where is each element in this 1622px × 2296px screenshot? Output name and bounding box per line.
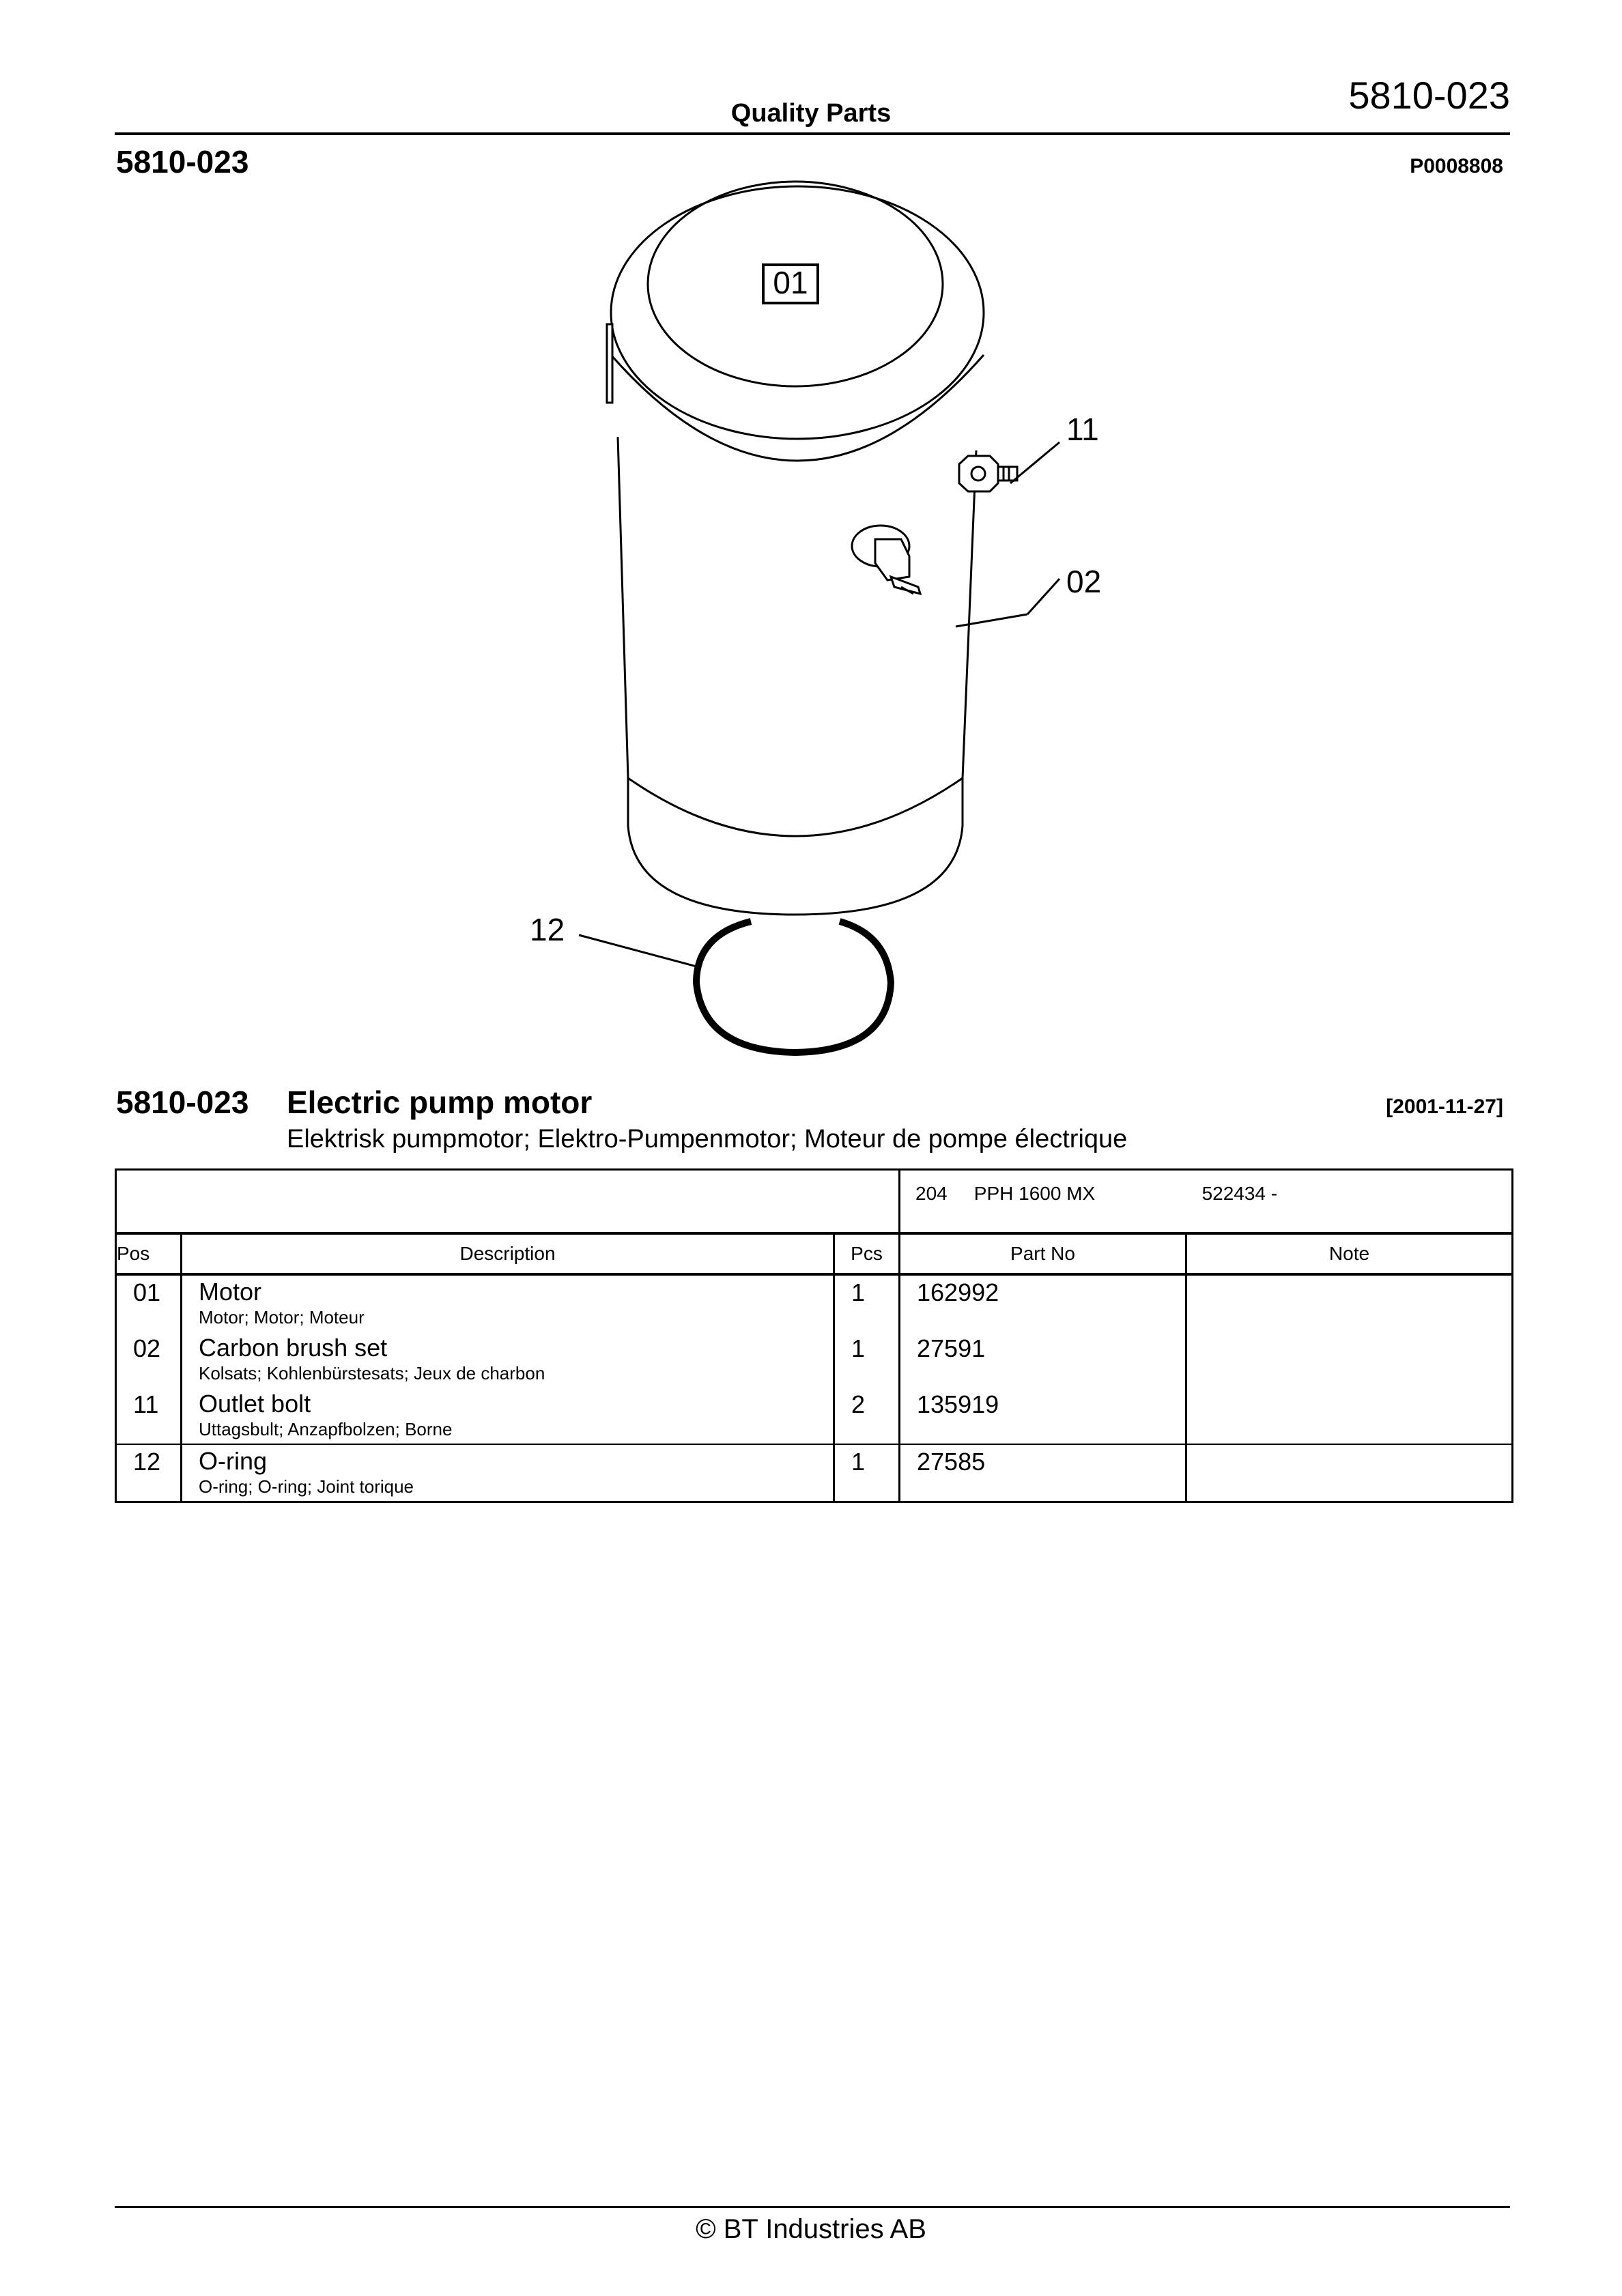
- row-name: Outlet bolt: [199, 1390, 311, 1418]
- model-name: PPH 1600 MX: [973, 1183, 1096, 1204]
- row-part-no: 162992: [900, 1274, 1186, 1332]
- model-serial: 522434 -: [1201, 1183, 1278, 1204]
- row-pcs: 1: [834, 1332, 900, 1388]
- row-description: [182, 1444, 834, 1502]
- model-cell: [900, 1170, 1513, 1234]
- row-part-no: 135919: [900, 1388, 1186, 1444]
- row-translations: O-ring; O-ring; Joint torique: [199, 1476, 414, 1497]
- table-row: [116, 1274, 1513, 1332]
- picture-code: P0008808: [1410, 155, 1503, 177]
- col-header-pos: Pos: [116, 1233, 182, 1274]
- footer-copyright: © BT Industries AB: [696, 2214, 926, 2244]
- o-ring: [696, 921, 891, 1052]
- row-translations: Kolsats; Kohlenbürstesats; Jeux de charbon: [199, 1363, 545, 1383]
- row-name: O-ring: [199, 1447, 268, 1475]
- outlet-bolt-front: [852, 526, 920, 594]
- row-description: [182, 1388, 834, 1444]
- exploded-parts-drawing: [0, 0, 1622, 1065]
- motor-top-cap: [611, 186, 984, 439]
- row-part-no: 27585: [900, 1444, 1186, 1502]
- title-code: 5810-023: [116, 1085, 249, 1120]
- col-header-note: Note: [1186, 1233, 1513, 1274]
- row-pcs: 1: [834, 1444, 900, 1502]
- row-description: [182, 1274, 834, 1332]
- row-note: [1186, 1444, 1513, 1502]
- col-header-part-no: Part No: [900, 1233, 1186, 1274]
- table-row: [116, 1388, 1513, 1444]
- row-pos: 02: [116, 1332, 182, 1388]
- callout-11: 11: [1066, 412, 1099, 447]
- parts-table: [115, 1168, 1513, 1503]
- model-code: 204: [915, 1183, 948, 1204]
- title-translations: Elektrisk pumpmotor; Elektro-Pumpenmotor; Moteur de pompe électrique: [287, 1125, 1128, 1153]
- callout-01: 01: [773, 265, 808, 300]
- row-translations: Uttagsbult; Anzapfbolzen; Borne: [199, 1419, 453, 1439]
- row-pos: 12: [116, 1444, 182, 1502]
- row-name: Carbon brush set: [199, 1334, 388, 1362]
- row-pcs: 1: [834, 1274, 900, 1332]
- col-header-description: Description: [182, 1233, 834, 1274]
- model-row: [116, 1170, 1513, 1234]
- table-header-row: [116, 1233, 1513, 1274]
- callout-02: 02: [1066, 564, 1102, 599]
- footer-rule: [115, 2206, 1510, 2208]
- motor-cap-band: [611, 355, 984, 461]
- row-pcs: 2: [834, 1388, 900, 1444]
- row-name: Motor: [199, 1278, 262, 1306]
- row-pos: 01: [116, 1274, 182, 1332]
- row-note: [1186, 1332, 1513, 1388]
- callout-12: 12: [530, 912, 565, 947]
- outlet-bolt-right: [959, 456, 1017, 491]
- row-description: [182, 1332, 834, 1388]
- row-note: [1186, 1274, 1513, 1332]
- group-code: 5810-023: [116, 144, 249, 180]
- motor-bottom: [628, 778, 963, 915]
- title-name: Electric pump motor: [287, 1085, 593, 1120]
- table-row: [116, 1444, 1513, 1502]
- table-row: [116, 1332, 1513, 1388]
- col-header-pcs: Pcs: [834, 1233, 900, 1274]
- row-pos: 11: [116, 1388, 182, 1444]
- row-note: [1186, 1388, 1513, 1444]
- header-title: Quality Parts: [730, 99, 892, 128]
- row-part-no: 27591: [900, 1332, 1186, 1388]
- title-date: [2001-11-27]: [1386, 1095, 1503, 1118]
- row-translations: Motor; Motor; Moteur: [199, 1307, 365, 1328]
- document-number: 5810-023: [1348, 74, 1510, 117]
